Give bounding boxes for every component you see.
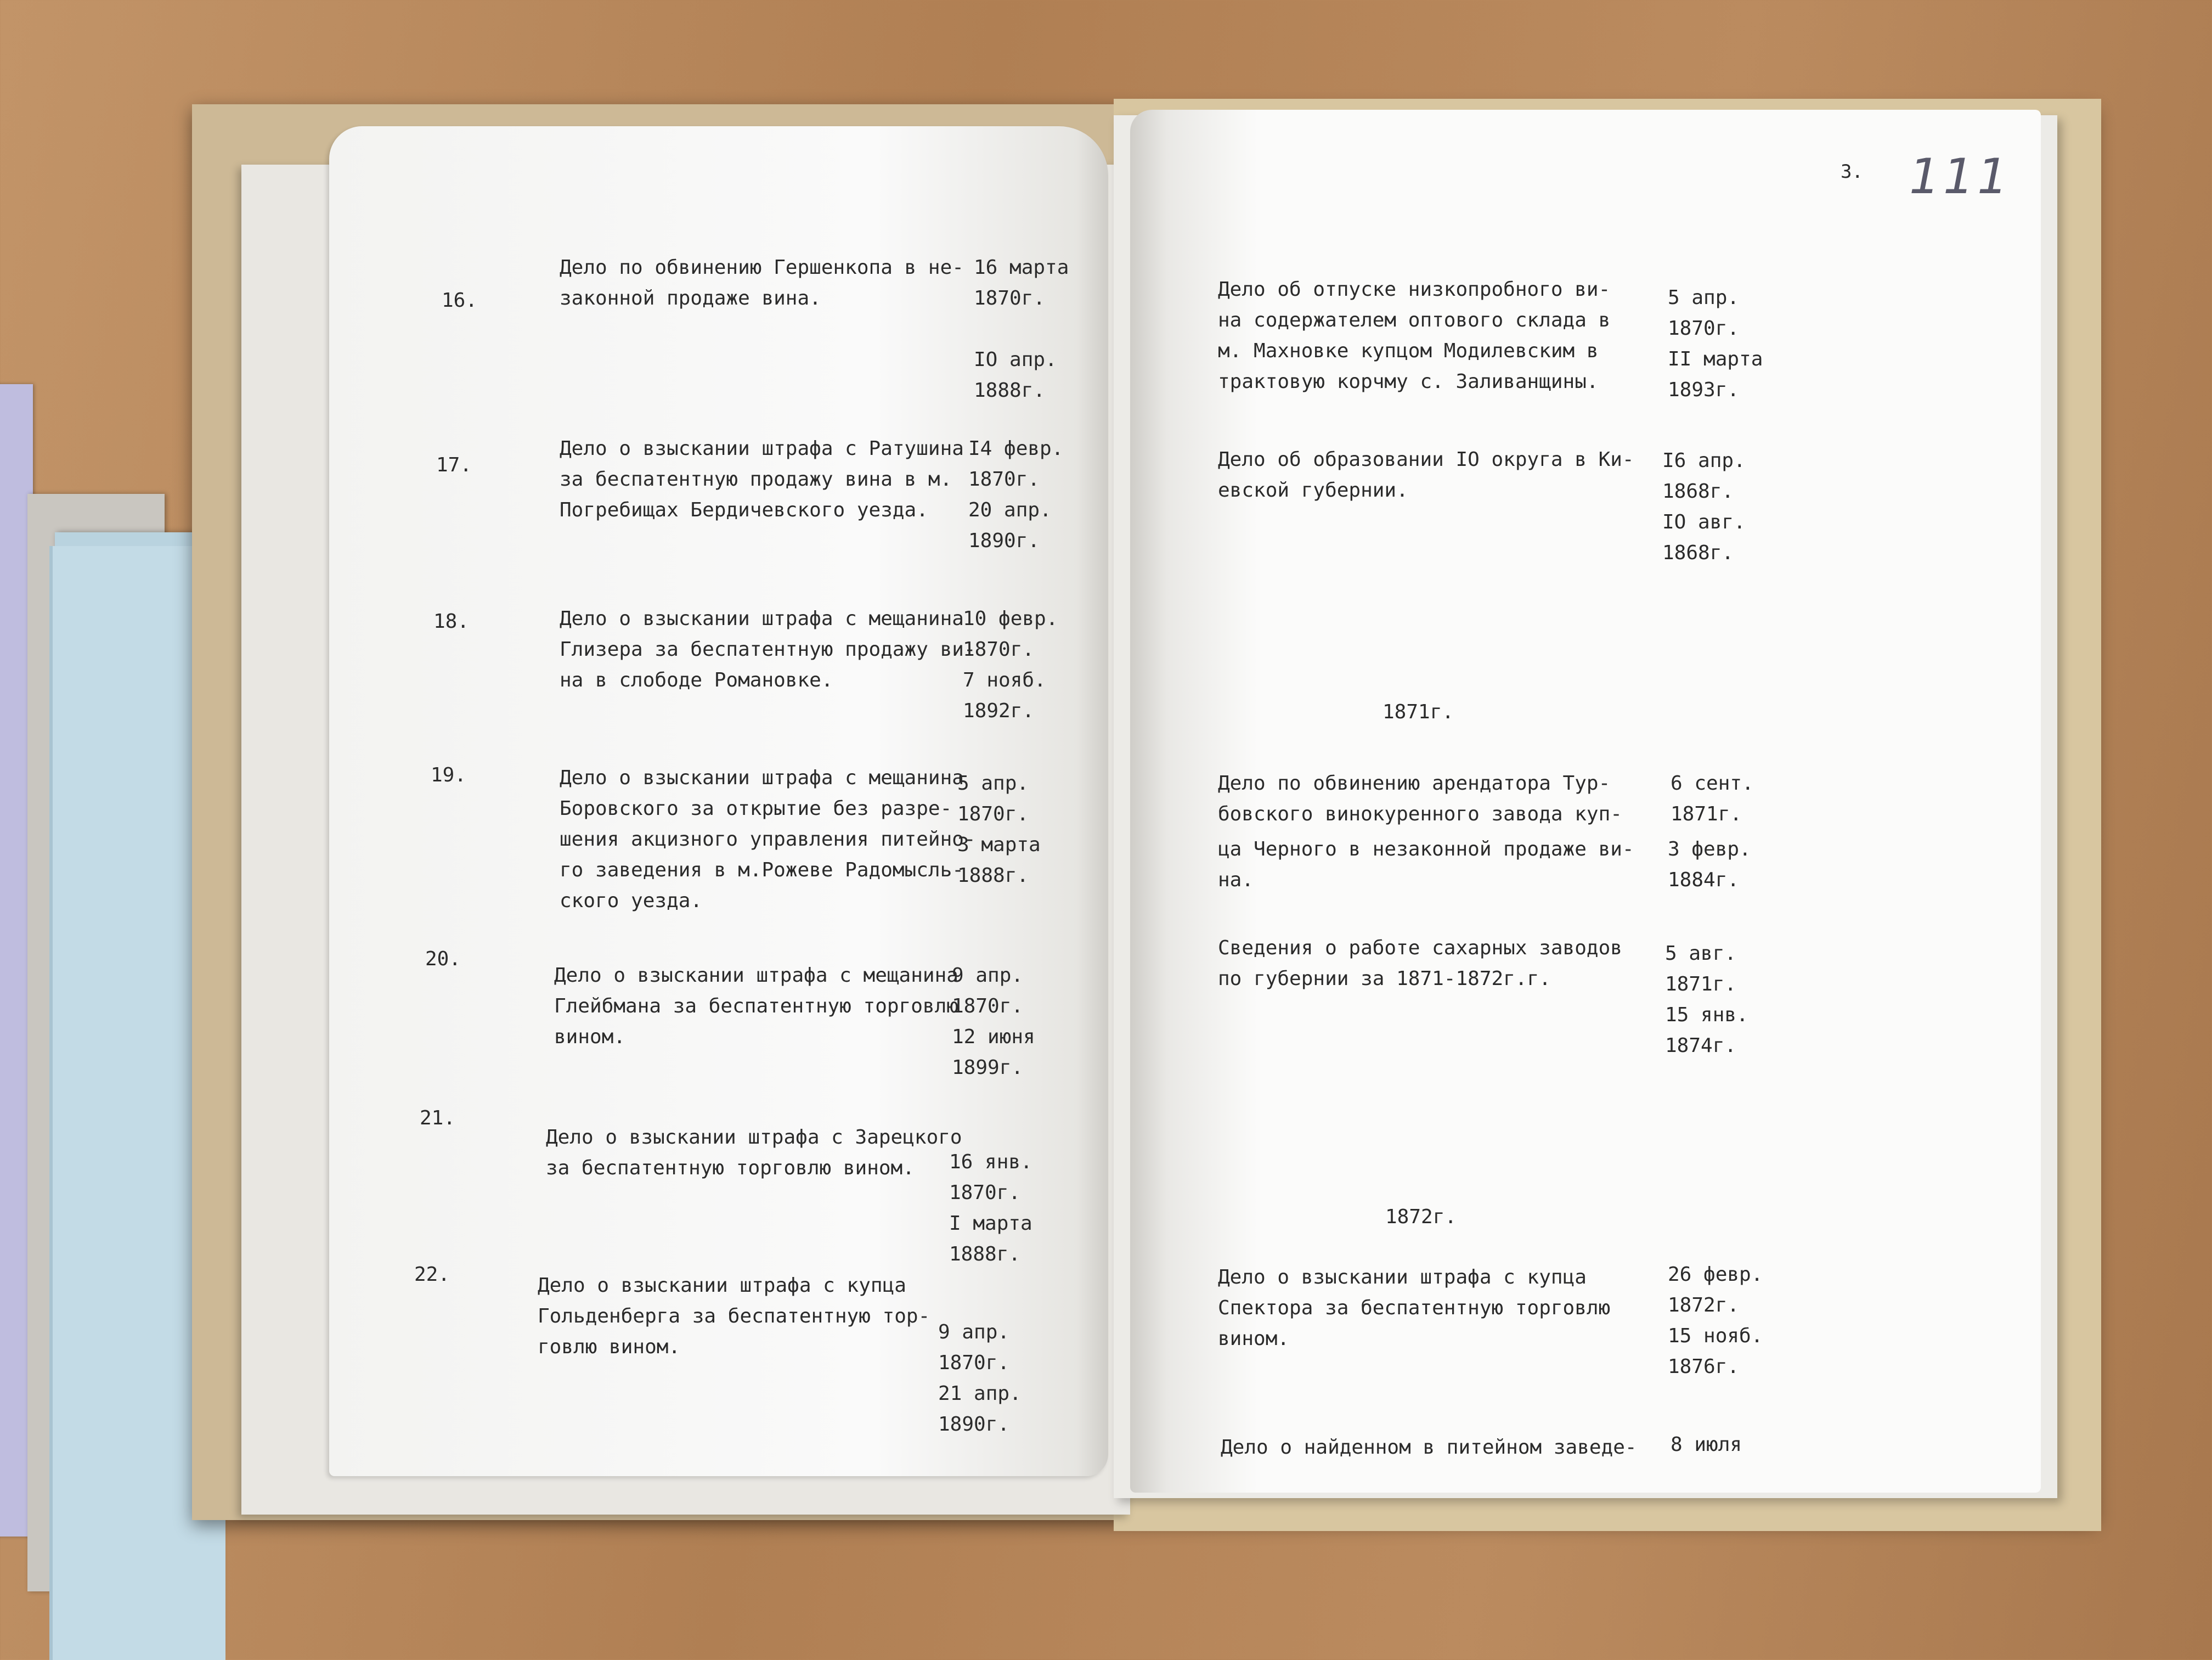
entry-dates: 8 июля — [1671, 1433, 1742, 1456]
entry-description: Сведения о работе сахарных заводов по губернии за 1871-1872г.г. — [1218, 937, 1622, 990]
entry-dates: 10 февр. 1870г. 7 нояб. 1892г. — [963, 607, 1058, 722]
entry-number: 17. — [436, 454, 472, 476]
entry-number: 16. — [442, 289, 478, 312]
right-page — [1130, 110, 2041, 1493]
entry-number: 22. — [414, 1263, 450, 1286]
entry-description: Дело о взыскании штрафа с Ратушина за беспатентную продажу вина в м. Погребищах Бердичевского уезда. — [560, 437, 964, 521]
entry-dates: 26 февр. 1872г. 15 нояб. 1876г. — [1668, 1263, 1763, 1378]
entry-dates: I6 апр. 1868г. IO авг. 1868г. — [1662, 449, 1746, 564]
entry-dates: 5 авг. 1871г. 15 янв. 1874г. — [1665, 942, 1748, 1057]
entry-description: Дело о взыскании штрафа с купца Гольденберга за беспатентную тор- говлю вином. — [538, 1274, 930, 1358]
year-heading: 1872г. — [1385, 1206, 1457, 1228]
entry-description: Дело о найденном в питейном заведе- — [1221, 1436, 1637, 1459]
page-number: 3. — [1841, 161, 1863, 183]
entry-description: Дело по обвинению арендатора Тур- бовского винокуренного завода куп- — [1218, 772, 1622, 825]
entry-description: Дело об отпуске низкопробного ви- на содержателем оптового склада в м. Махновке купцом Модилевским в трактовую корчму с. Заливанщины. — [1218, 278, 1611, 393]
entry-dates: 5 апр. 1870г. II марта 1893г. — [1668, 286, 1763, 401]
entry-description: Дело о взыскании штрафа с Зарецкого за беспатентную торговлю вином. — [546, 1126, 962, 1179]
entry-number: 20. — [425, 948, 461, 970]
entry-number: 18. — [433, 610, 470, 633]
handwritten-folio: 111 — [1909, 148, 2011, 205]
entry-dates: I4 февр. 1870г. 20 апр. 1890г. — [968, 437, 1064, 552]
year-heading: 1871г. — [1383, 701, 1454, 723]
left-page — [329, 126, 1108, 1476]
entry-dates: 3 февр. 1884г. — [1668, 838, 1751, 891]
entry-number: 19. — [431, 764, 467, 786]
entry-description: Дело о взыскании штрафа с мещанина Глизера за беспатентную продажу ви- на в слободе Романовке. — [560, 607, 976, 691]
entry-dates: 9 апр. 1870г. 12 июня 1899г. — [952, 964, 1035, 1079]
entry-dates: 16 янв. 1870г. I марта 1888г. — [949, 1151, 1032, 1265]
entry-number: 21. — [420, 1107, 456, 1129]
entry-dates: 16 марта 1870г. IO апр. 1888г. — [974, 256, 1069, 402]
entry-dates: 6 сент. 1871г. — [1671, 772, 1754, 825]
entry-description: Дело о взыскании штрафа с купца Спектора за беспатентную торговлю вином. — [1218, 1266, 1611, 1350]
entry-description: Дело по обвинению Гершенкопа в не- законной продаже вина. — [560, 256, 964, 310]
entry-dates: 5 апр. 1870г. 3 марта 1888г. — [957, 772, 1041, 887]
entry-description: Дело об образовании IO округа в Ки- евской губернии. — [1218, 448, 1634, 502]
entry-description: Дело о взыскании штрафа с мещанина Глейбмана за беспатентную торговлю вином. — [554, 964, 958, 1048]
entry-dates: 9 апр. 1870г. 21 апр. 1890г. — [938, 1321, 1022, 1436]
entry-description: Дело о взыскании штрафа с мещанина Боровского за открытие без разре- шения акцизного управления питейно- го заведения в м.Рожеве Радомысль- ского уезда. — [560, 767, 976, 912]
entry-description: ца Черного в незаконной продаже ви- на. — [1218, 838, 1634, 891]
